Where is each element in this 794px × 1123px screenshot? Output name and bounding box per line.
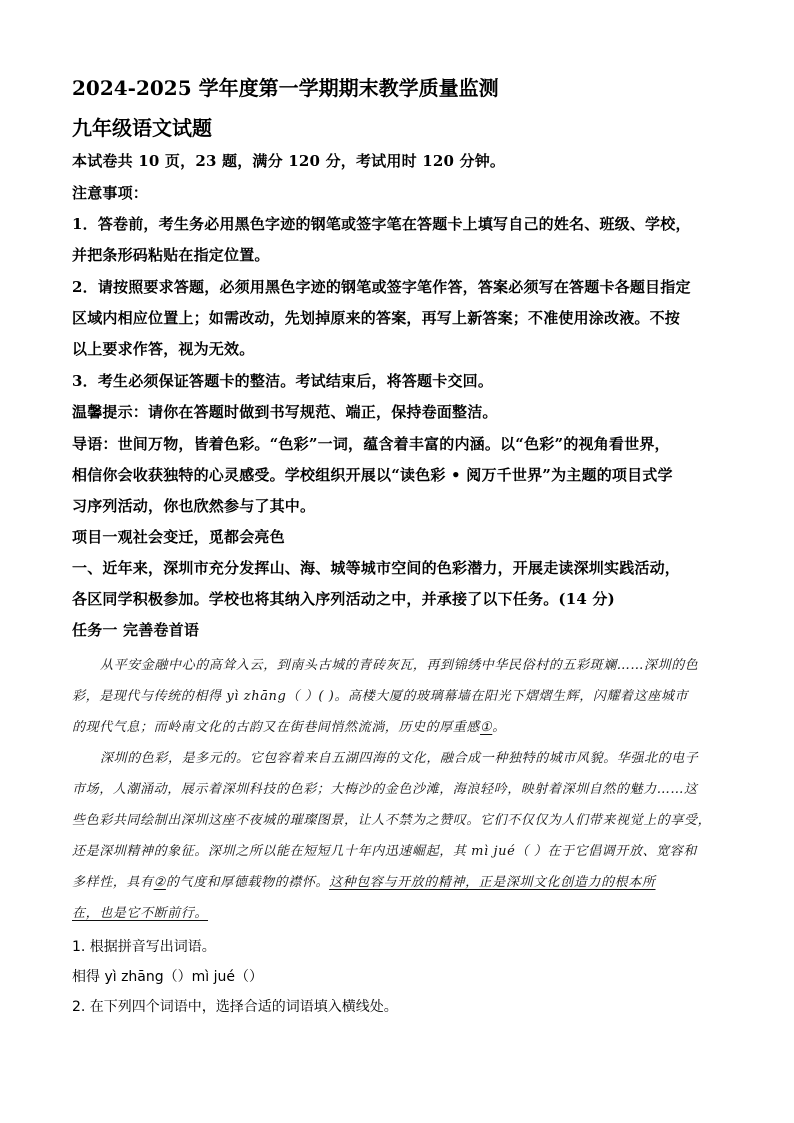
question-1-answer-line: 相得 yì zhāng（）mì jué（） [72, 969, 263, 985]
guide-text-cont2: 习序列活动，你也欣然参与了其中。 [72, 497, 316, 515]
question-2: 2. 在下列四个词语中，选择合适的词语填入横线处。 [72, 999, 398, 1015]
passage-text: 多样性，具有 [72, 875, 154, 890]
passage-line: 还是深圳精神的象征。深圳之所以能在短短几十年内迅速崛起，其 mì jué（ ）在于它倡调开放、宽容和 [72, 844, 697, 859]
section-one-text: 一、近年来，深圳市充分发挥山、海、城等城市空间的色彩潜力，开展走读深圳实践活动， [72, 559, 681, 577]
warm-tip: 温馨提示：请你在答题时做到书写规范、端正，保持卷面整洁。 [72, 403, 498, 421]
passage-line [72, 902, 208, 921]
notice-item-2-cont2: 以上要求作答，视为无效。 [72, 340, 255, 358]
passage-line: 些色彩共同绘制出深圳这座不夜城的璀璨图景，让人不禁为之赞叹。它们不仅仅为人们带来视觉上的享受， [72, 813, 712, 828]
blank-2: ② [153, 875, 166, 890]
notice-item-2-cont: 区域内相应位置上；如需改动，先划掉原来的答案，再写上新答案；不准使用涂改液。不按 [72, 309, 681, 327]
passage-line: 市场，人潮涌动，展示着深圳科技的色彩；大梅沙的金色沙滩，海浪轻吟，映射着深圳自然的魅力……这 [72, 782, 698, 797]
notice-item-3: 3．考生必须保证答题卡的整洁。考试结束后，将答题卡交回。 [72, 372, 494, 390]
underlined-sentence-cont: 在，也是它不断前行。 [72, 906, 209, 921]
exam-summary: 本试卷共 10 页，23 题，满分 120 分，考试用时 120 分钟。 [72, 152, 506, 170]
question-1: 1. 根据拼音写出词语。 [72, 939, 216, 955]
passage-text: 的气度和厚德载物的襟怀。 [165, 875, 330, 890]
notice-item-1-cont: 并把条形码粘贴在指定位置。 [72, 246, 270, 264]
passage-line [72, 871, 655, 890]
section-one-text-cont: 各区同学积极参加。学校也将其纳入序列活动之中，并承接了以下任务。(14 分) [72, 590, 615, 608]
underlined-sentence: 这种包容与开放的精神，正是深圳文化创造力的根本所 [329, 875, 656, 890]
passage-text: 的现代气息；而岭南文化的古韵又在街巷间悄然流淌，历史的厚重感 [72, 720, 481, 735]
blank-1: ① [480, 720, 493, 735]
notice-item-1: 1．答卷前，考生务必用黑色字迹的钢笔或签字笔在答题卡上填写自己的姓名、班级、学校， [72, 215, 691, 233]
passage-line [72, 716, 506, 735]
passage-text: 。 [492, 720, 506, 735]
notice-item-2: 2．请按照要求答题，必须用黑色字迹的钢笔或签字笔作答，答案必须写在答题卡各题目指定 [72, 278, 691, 296]
exam-subtitle: 九年级语文试题 [72, 116, 212, 140]
task-one-heading: 任务一 完善卷首语 [72, 621, 200, 639]
passage-line: 从平安金融中心的高耸入云，到南头古城的青砖灰瓦，再到锦绣中华民俗村的五彩斑斓……深圳的色 [100, 658, 699, 673]
project-heading: 项目一观社会变迁，觅都会亮色 [72, 528, 285, 546]
passage-line: 深圳的色彩，是多元的。它包容着来自五湖四海的文化，融合成一种独特的城市风貌。华强北的电子 [100, 751, 699, 766]
passage-line: 彩，是现代与传统的相得 yì zhāng（ ）( )。高楼大厦的玻璃幕墙在阳光下熠熠生辉，闪耀着这座城市 [72, 689, 689, 704]
exam-title: 2024-2025 学年度第一学期期末教学质量监测 [72, 76, 499, 100]
guide-text-cont: 相信你会收获独特的心灵感受。学校组织开展以“读色彩 • 阅万千世界”为主题的项目式学 [72, 466, 673, 484]
guide-text: 导语：世间万物，皆着色彩。“色彩”一词，蕴含着丰富的内涵。以“色彩”的视角看世界， [72, 435, 670, 453]
notice-heading: 注意事项： [72, 184, 149, 202]
